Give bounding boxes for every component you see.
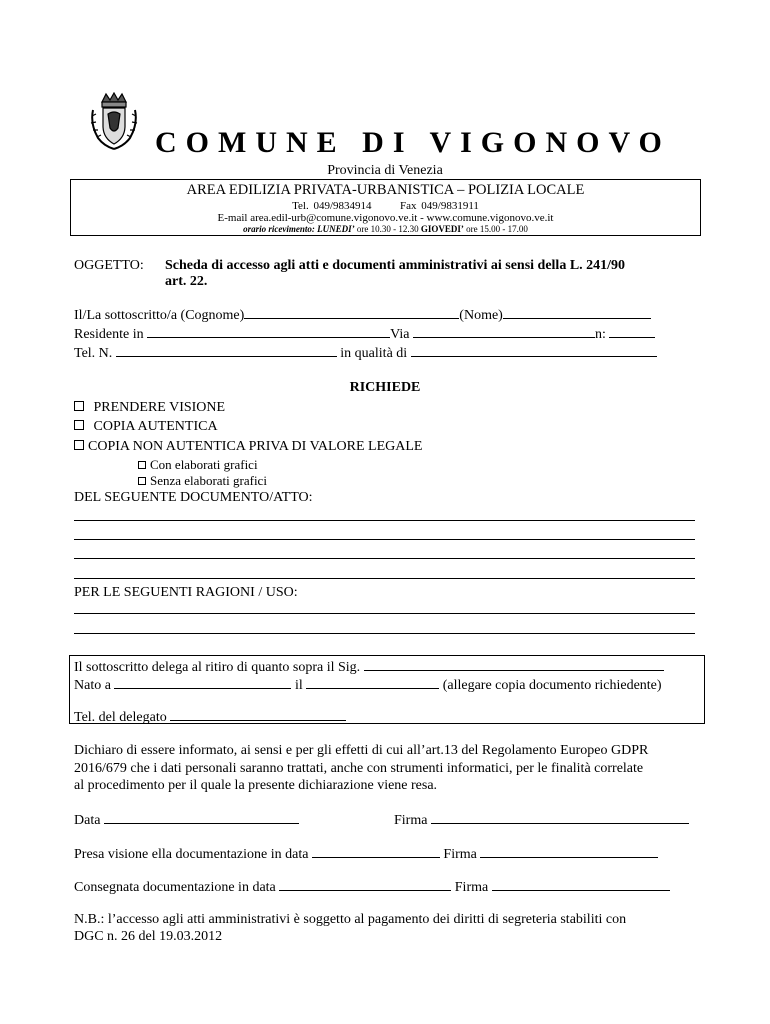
subject-line-1: Scheda di accesso agli atti e documenti amministrativi ai sensi della L. 241/90 xyxy=(165,258,626,273)
document-line-1[interactable] xyxy=(74,520,695,521)
delegate-phone-label: Tel. del delegato xyxy=(74,710,167,725)
hours-day-1: LUNEDI’ xyxy=(317,224,355,234)
sub-option-with-drawings[interactable] xyxy=(138,457,258,473)
delivered-signature-field[interactable] xyxy=(492,878,670,891)
option-certified-copy[interactable] xyxy=(74,419,218,435)
applicant-name-row xyxy=(74,306,651,324)
page-title: COMUNE DI VIGONOVO xyxy=(155,126,671,159)
checkbox-certified-copy[interactable] xyxy=(74,420,84,430)
document-label: DEL SEGUENTE DOCUMENTO/ATTO: xyxy=(74,490,313,505)
signature-field[interactable] xyxy=(431,811,689,824)
applicant-residence-row xyxy=(74,325,655,343)
number-label: n: xyxy=(594,327,606,342)
delegate-name-field[interactable] xyxy=(364,658,664,671)
residence-field[interactable] xyxy=(147,325,390,338)
born-place-field[interactable] xyxy=(114,676,291,689)
surname-field[interactable] xyxy=(244,306,459,319)
note-line-1: N.B.: l’accesso agli atti amministrativi è soggetto al pagamento dei diritti di segreteria stabiliti con xyxy=(74,912,627,927)
attach-note: (allegare copia documento richiedente) xyxy=(442,678,662,693)
privacy-line-2: 2016/679 che i dati personali saranno trattati, anche con strumenti informatici, per le finalità correlate xyxy=(74,761,644,776)
delegate-phone-row xyxy=(74,708,346,726)
document-line-2[interactable] xyxy=(74,539,695,540)
checkbox-without-drawings[interactable] xyxy=(138,477,146,485)
capacity-field[interactable] xyxy=(411,344,657,357)
hours-label: orario ricevimento: xyxy=(243,224,315,234)
reasons-line-1[interactable] xyxy=(74,613,695,614)
reasons-line-2[interactable] xyxy=(74,633,695,634)
hours-range-1: ore 10.30 - 12.30 xyxy=(356,224,419,234)
hours-day-2: GIOVEDI’ xyxy=(420,224,464,234)
capacity-label: in qualità di xyxy=(340,346,408,361)
delivered-signature-label: Firma xyxy=(454,880,489,895)
viewed-signature-label: Firma xyxy=(443,847,477,862)
number-field[interactable] xyxy=(609,325,655,338)
viewed-date-field[interactable] xyxy=(312,845,440,858)
delivered-row xyxy=(74,878,670,896)
office-contacts xyxy=(71,200,700,212)
option-view-label: PRENDERE VISIONE xyxy=(93,400,226,415)
office-hours xyxy=(71,224,700,234)
sub-option-without-drawings[interactable] xyxy=(138,473,267,489)
viewed-signature-field[interactable] xyxy=(480,845,658,858)
signature-label: Firma xyxy=(394,813,428,828)
born-label: Nato a xyxy=(74,678,111,693)
on-label: il xyxy=(294,678,303,693)
date-row xyxy=(74,811,299,829)
residence-label: Residente in xyxy=(74,327,144,342)
applicant-phone-row xyxy=(74,344,657,362)
office-info-box xyxy=(70,179,701,236)
delegate-birth-row xyxy=(74,676,662,694)
delegate-phone-field[interactable] xyxy=(170,708,346,721)
office-area: AREA EDILIZIA PRIVATA-URBANISTICA – POLIZIA LOCALE xyxy=(186,182,585,198)
delivered-label: Consegnata documentazione in data xyxy=(74,880,276,895)
office-phone: Tel. 049/9834914 xyxy=(292,200,372,212)
checkbox-plain-copy[interactable] xyxy=(74,440,84,450)
viewed-row xyxy=(74,845,658,863)
office-fax: Fax 049/9831911 xyxy=(400,200,479,212)
phone-label: Tel. N. xyxy=(74,346,113,361)
sub-option-with-drawings-label: Con elaborati grafici xyxy=(150,457,258,472)
surname-label: Il/La sottoscritto/a (Cognome) xyxy=(74,308,245,323)
delegate-row xyxy=(74,658,664,676)
date-label: Data xyxy=(74,813,101,828)
option-plain-copy[interactable] xyxy=(74,439,422,455)
note-line-2: DGC n. 26 del 19.03.2012 xyxy=(74,929,223,944)
street-field[interactable] xyxy=(413,325,595,338)
privacy-line-1: Dichiaro di essere informato, ai sensi e per gli effetti di cui all’art.13 del Regolamento Europeo GDPR xyxy=(74,743,649,758)
document-line-3[interactable] xyxy=(74,558,695,559)
subject-line-2: art. 22. xyxy=(165,274,208,289)
date-field[interactable] xyxy=(104,811,299,824)
name-field[interactable] xyxy=(503,306,651,319)
reasons-label: PER LE SEGUENTI RAGIONI / USO: xyxy=(74,585,298,600)
province-label: Provincia di Venezia xyxy=(327,163,443,178)
street-label: Via xyxy=(390,327,410,342)
privacy-line-3: al procedimento per il quale la presente dichiarazione viene resa. xyxy=(74,778,438,793)
phone-field[interactable] xyxy=(116,344,337,357)
option-view[interactable] xyxy=(74,400,225,416)
born-date-field[interactable] xyxy=(306,676,439,689)
delegate-label: Il sottoscritto delega al ritiro di quanto sopra il Sig. xyxy=(74,660,361,675)
option-plain-copy-label: COPIA NON AUTENTICA PRIVA DI VALORE LEGALE xyxy=(88,439,423,454)
hours-range-2: ore 15.00 - 17.00 xyxy=(466,224,528,234)
sub-option-without-drawings-label: Senza elaborati grafici xyxy=(150,473,267,488)
checkbox-view[interactable] xyxy=(74,401,84,411)
viewed-label: Presa visione ella documentazione in data xyxy=(74,847,309,862)
subject-label: OGGETTO: xyxy=(74,258,144,273)
request-heading: RICHIEDE xyxy=(349,380,421,395)
municipal-crest-icon xyxy=(88,92,140,152)
checkbox-with-drawings[interactable] xyxy=(138,461,146,469)
office-email: E-mail area.edil-urb@comune.vigonovo.ve.it - www.comune.vigonovo.ve.it xyxy=(217,212,554,224)
document-line-4[interactable] xyxy=(74,578,695,579)
option-certified-copy-label: COPIA AUTENTICA xyxy=(93,419,218,434)
name-label: (Nome) xyxy=(459,308,503,323)
delivered-date-field[interactable] xyxy=(279,878,451,891)
signature-row xyxy=(394,811,689,829)
